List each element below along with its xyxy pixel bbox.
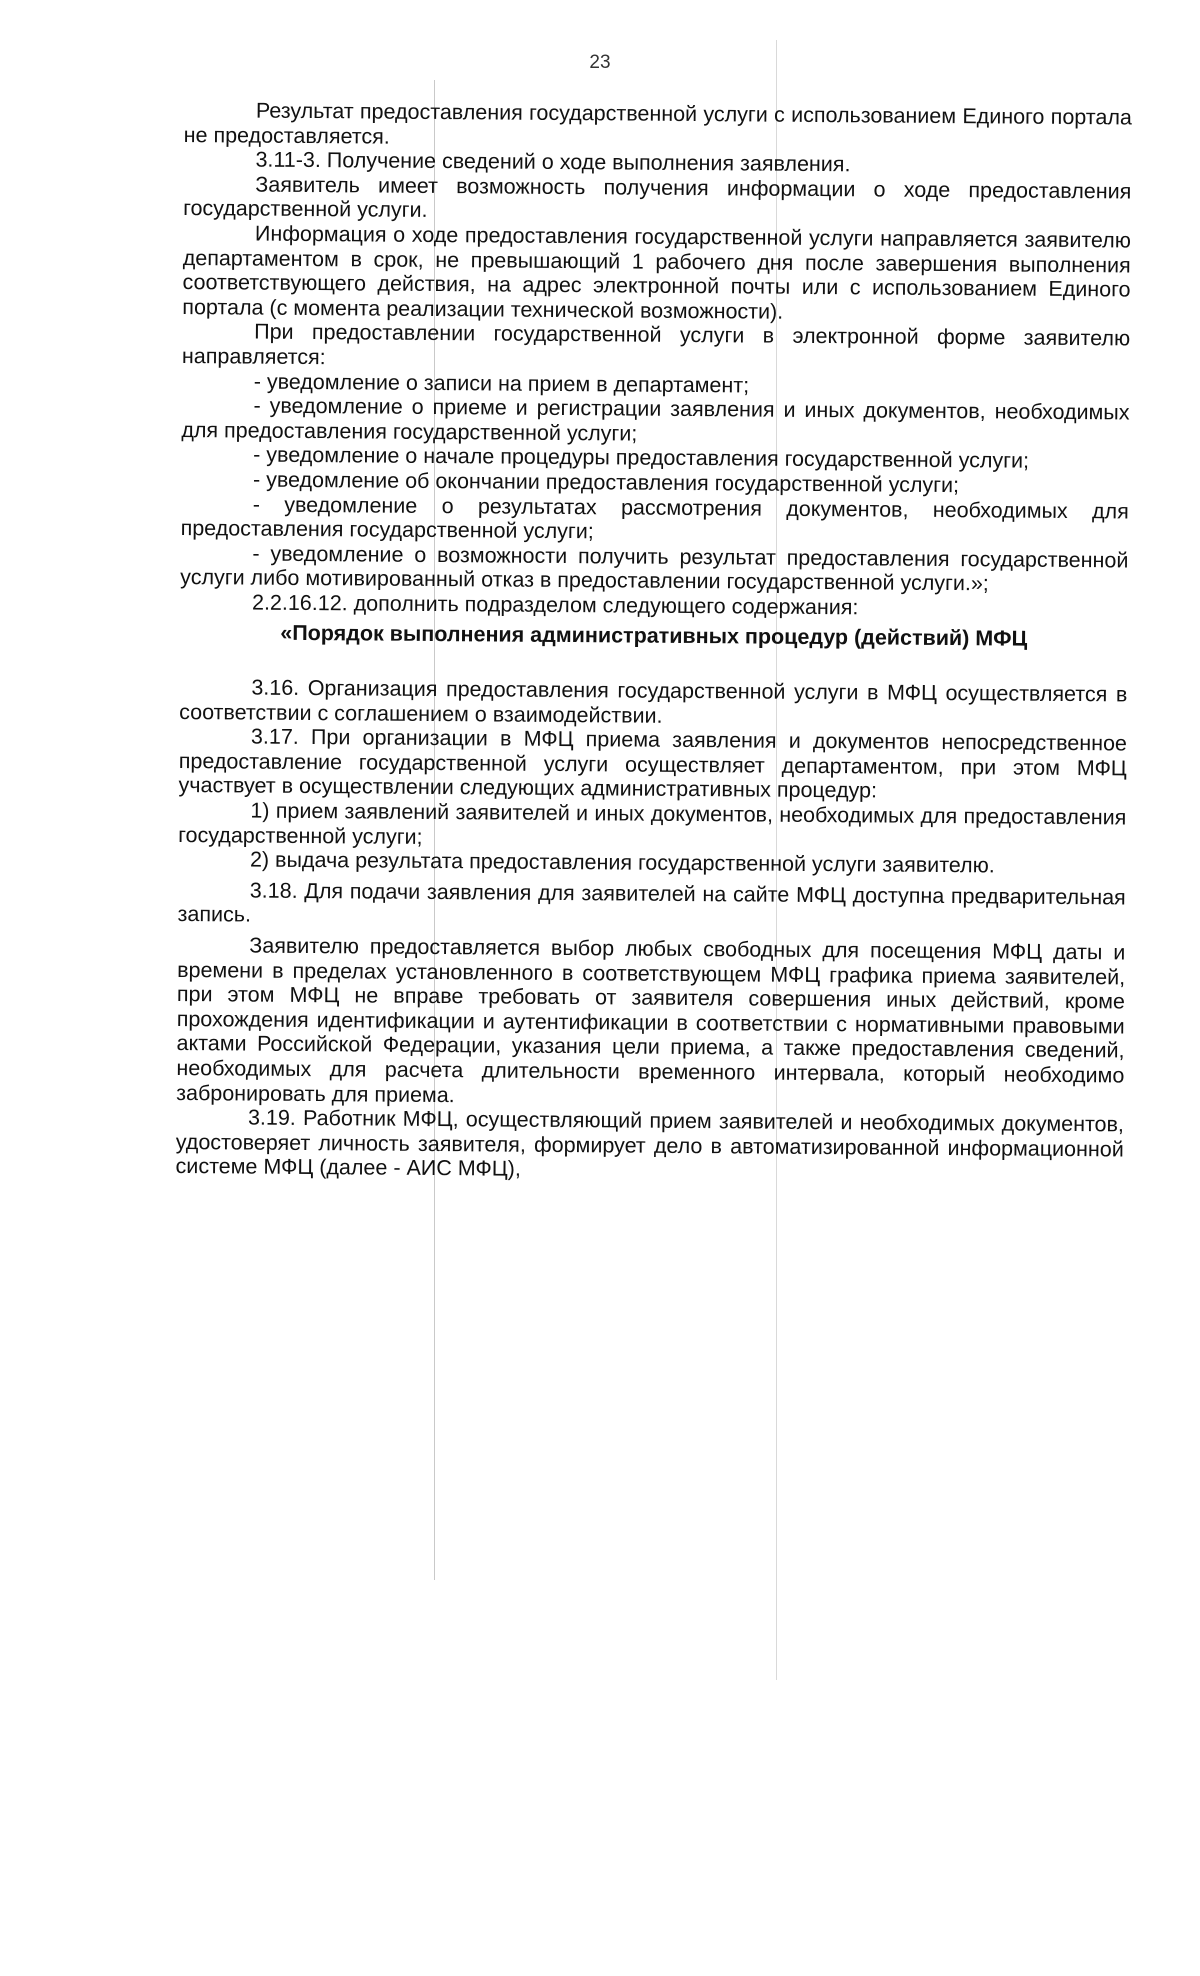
list-item: - уведомление о начале процедуры предоставления государственной услуги;: [253, 442, 1030, 473]
list-item: - уведомление о результатах рассмотрения документов, необходимых для предоставления государственной услуги;: [180, 492, 1129, 544]
paragraph: 3.17. При организации в МФЦ приема заявления и документов непосредственное предоставление государственной услуги осуществляет департаментом, при этом МФЦ участвует в осуществлении следующих административных процедур:: [178, 724, 1128, 803]
paragraph: При предоставлении государственной услуги в электронной форме заявителю направляется:: [181, 319, 1131, 370]
paragraph: 2.2.16.12. дополнить подразделом следующего содержания:: [251, 590, 859, 620]
paragraph: 3.11-3. Получение сведений о ходе выполнения заявления.: [255, 147, 851, 177]
page-number: 23: [589, 52, 611, 73]
paragraph: 3.18. Для подачи заявления для заявителей на сайте МФЦ доступна предварительная запись.: [177, 878, 1126, 927]
paragraph: 3.16. Организация предоставления государственной услуги в МФЦ осуществляется в соответствии с соглашением о взаимодействии.: [179, 675, 1128, 728]
paragraph: Заявитель имеет возможность получения информации о ходе предоставления государственной услуги.: [183, 172, 1132, 223]
list-item: - уведомление о записи на прием в департамент;: [253, 369, 750, 397]
list-item: 2) выдача результата предоставления государственной услуги заявителю.: [249, 847, 995, 878]
document-body: [176, 98, 1132, 1186]
paragraph: Заявителю предоставляется выбор любых свободных для посещения МФЦ даты и времени в пределах установленного в соответствующем МФЦ графика приема заявителей, при этом МФЦ не вправе требовать от заявителя совершения иных действий, кроме прохождения идентификации и аутентификации в соответствии с нормативными правовыми актами Российской Федерации, указания цели приема, а также предоставления сведений, необходимых для расчета длительности временного интервала, который необходимо забронировать для приема.: [176, 933, 1126, 1107]
list-item: - уведомление о возможности получить результат предоставления государственной услуги либо мотивированный отказ в предоставлении государственной услуги.»;: [180, 541, 1129, 596]
list-item: - уведомление о приеме и регистрации заявления и иных документов, необходимых для предоставления государственной услуги;: [181, 393, 1130, 446]
section-heading: «Порядок выполнения административных процедур (действий) МФЦ: [280, 621, 1028, 652]
paragraph: 3.19. Работник МФЦ, осуществляющий прием заявителей и необходимых документов, удостоверяет личность заявителя, формирует дело в автоматизированной информационной системе МФЦ (далее - АИС МФЦ),: [175, 1105, 1125, 1182]
paragraph: Результат предоставления государственной услуги с использованием Единого портала не предоставляется.: [183, 98, 1132, 149]
list-item: 1) прием заявлений заявителей и иных документов, необходимых для предоставления государственной услуги;: [178, 798, 1127, 849]
list-item: - уведомление об окончании предоставления государственной услуги;: [252, 467, 960, 498]
paragraph: Информация о ходе предоставления государственной услуги направляется заявителю департаментом в срок, не превышающий 1 рабочего дня после завершения выполнения соответствующего действия, на адрес электронной почты или с использованием Единого портала (с момента реализации технической возможности).: [182, 221, 1132, 324]
